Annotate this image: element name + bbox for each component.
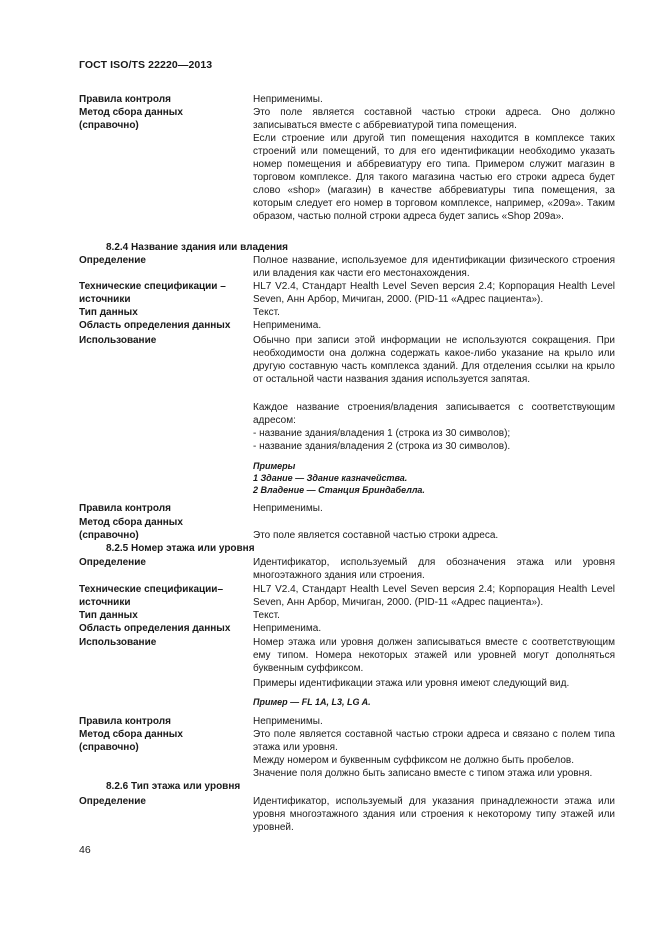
paragraph: Примеры идентификации этажа или уровня имеют следующий вид. — [253, 678, 570, 689]
label-collection-method: Метод сбора данных — [79, 107, 183, 118]
value-definition: Полное название, используемое для идентификации физического строения или владения как части его местонахождения. — [253, 255, 615, 279]
label-collection-method: Метод сбора данных — [79, 517, 183, 528]
section-heading-8-2-5: 8.2.5 Номер этажа или уровня — [106, 543, 255, 554]
label-control-rules: Правила контроля — [79, 503, 171, 514]
value-data-type: Текст. — [253, 307, 280, 318]
value-data-domain: Неприменима. — [253, 320, 322, 331]
label-data-domain: Область определения данных — [79, 320, 231, 331]
label-sources: источники — [79, 294, 131, 305]
paragraph: Значение поля должно быть записано вместе с типом этажа или уровня. — [253, 768, 593, 779]
value-specifications: HL7 V2.4, Стандарт Health Level Seven версия 2.4; Корпорация Health Level Seven, Анн Арбор, Мичиган, 2000. (PID-11 «Адрес пациента»). — [253, 281, 615, 305]
value-definition: Идентификатор, используемый для указания принадлежности этажа или уровня многоэтажного здания или строения к некоторому типу этажей или уровней. — [253, 796, 615, 833]
label-data-type: Тип данных — [79, 610, 138, 621]
value-control-rules: Неприменимы. — [253, 716, 323, 727]
page-number: 46 — [79, 844, 91, 856]
section-heading-8-2-4: 8.2.4 Название здания или владения — [106, 242, 288, 253]
paragraph: Номер этажа или уровня должен записываться вместе с соответствующим ему типом. Номера некоторых этажей или уровней могут дополняться буквенным суффиксом. — [253, 637, 615, 674]
label-reference: (справочно) — [79, 742, 139, 753]
label-control-rules: Правила контроля — [79, 94, 171, 105]
value-collection-method: Это поле является составной частью строки адреса. — [253, 530, 499, 541]
label-definition: Определение — [79, 796, 146, 807]
section-heading-8-2-6: 8.2.6 Тип этажа или уровня — [106, 781, 241, 792]
paragraph: Это поле является составной частью строки адреса. Оно должно записываться вместе с аббревиатурой типа помещения. — [253, 107, 615, 131]
label-data-type: Тип данных — [79, 307, 138, 318]
paragraph: Обычно при записи этой информации не используются сокращения. При необходимости она должна содержать какое-либо указание на крыло или другую составную часть комплекса зданий. Для отделения ссылки на крыло от остальной части названия здания используется запятая. — [253, 335, 615, 385]
paragraph: Каждое название строения/владения записывается с соответствующим адресом: — [253, 402, 615, 426]
list-item: - название здания/владения 2 (строка из 30 символов). — [253, 441, 511, 452]
value-data-type: Текст. — [253, 610, 280, 621]
list-item: - название здания/владения 1 (строка из 30 символов); — [253, 428, 511, 439]
label-sources: источники — [79, 597, 131, 608]
label-specifications: Технические спецификации – — [79, 281, 226, 292]
value-control-rules: Неприменимы. — [253, 94, 323, 105]
example-item: 1 Здание — Здание казначейства. — [253, 473, 408, 483]
label-definition: Определение — [79, 255, 146, 266]
label-reference: (справочно) — [79, 530, 139, 541]
examples-title: Примеры — [253, 461, 296, 471]
example-item: Пример — FL 1A, L3, LG A. — [253, 697, 371, 707]
document-header: ГОСТ ISO/TS 22220—2013 — [79, 59, 213, 71]
label-usage: Использование — [79, 335, 157, 346]
label-specifications: Технические спецификации– — [79, 584, 224, 595]
label-usage: Использование — [79, 637, 157, 648]
label-data-domain: Область определения данных — [79, 623, 231, 634]
label-control-rules: Правила контроля — [79, 716, 171, 727]
value-specifications: HL7 V2.4, Стандарт Health Level Seven версия 2.4; Корпорация Health Level Seven, Анн Арбор, Мичиган, 2000. (PID-11 «Адрес пациента»). — [253, 584, 615, 608]
paragraph: Если строение или другой тип помещения находится в комплексе таких строений или помещений, то для его идентификации необходимо указать номер помещения и аббревиатуру его типа. Примером служит магазин в торговом комплексе. Для такого магазина частью его строки адреса будет слово «shop» (магазин) в качестве аббревиатуры типа помещения, за которым следует его номер в торговом комплексе, например, «209а». Таким образом, частью полной строки адреса будет запись «Shop 209a». — [253, 133, 615, 222]
label-reference: (справочно) — [79, 120, 139, 131]
value-data-domain: Неприменима. — [253, 623, 322, 634]
label-definition: Определение — [79, 557, 146, 568]
label-collection-method: Метод сбора данных — [79, 729, 183, 740]
paragraph: Это поле является составной частью строки адреса и связано с полем типа этажа или уровня. — [253, 729, 615, 753]
example-item: 2 Владение — Станция Бриндабелла. — [253, 485, 425, 495]
paragraph: Между номером и буквенным суффиксом не должно быть пробелов. — [253, 755, 575, 766]
value-definition: Идентификатор, используемый для обозначения этажа или уровня многоэтажного здания или строения. — [253, 557, 615, 581]
value-control-rules: Неприменимы. — [253, 503, 323, 514]
